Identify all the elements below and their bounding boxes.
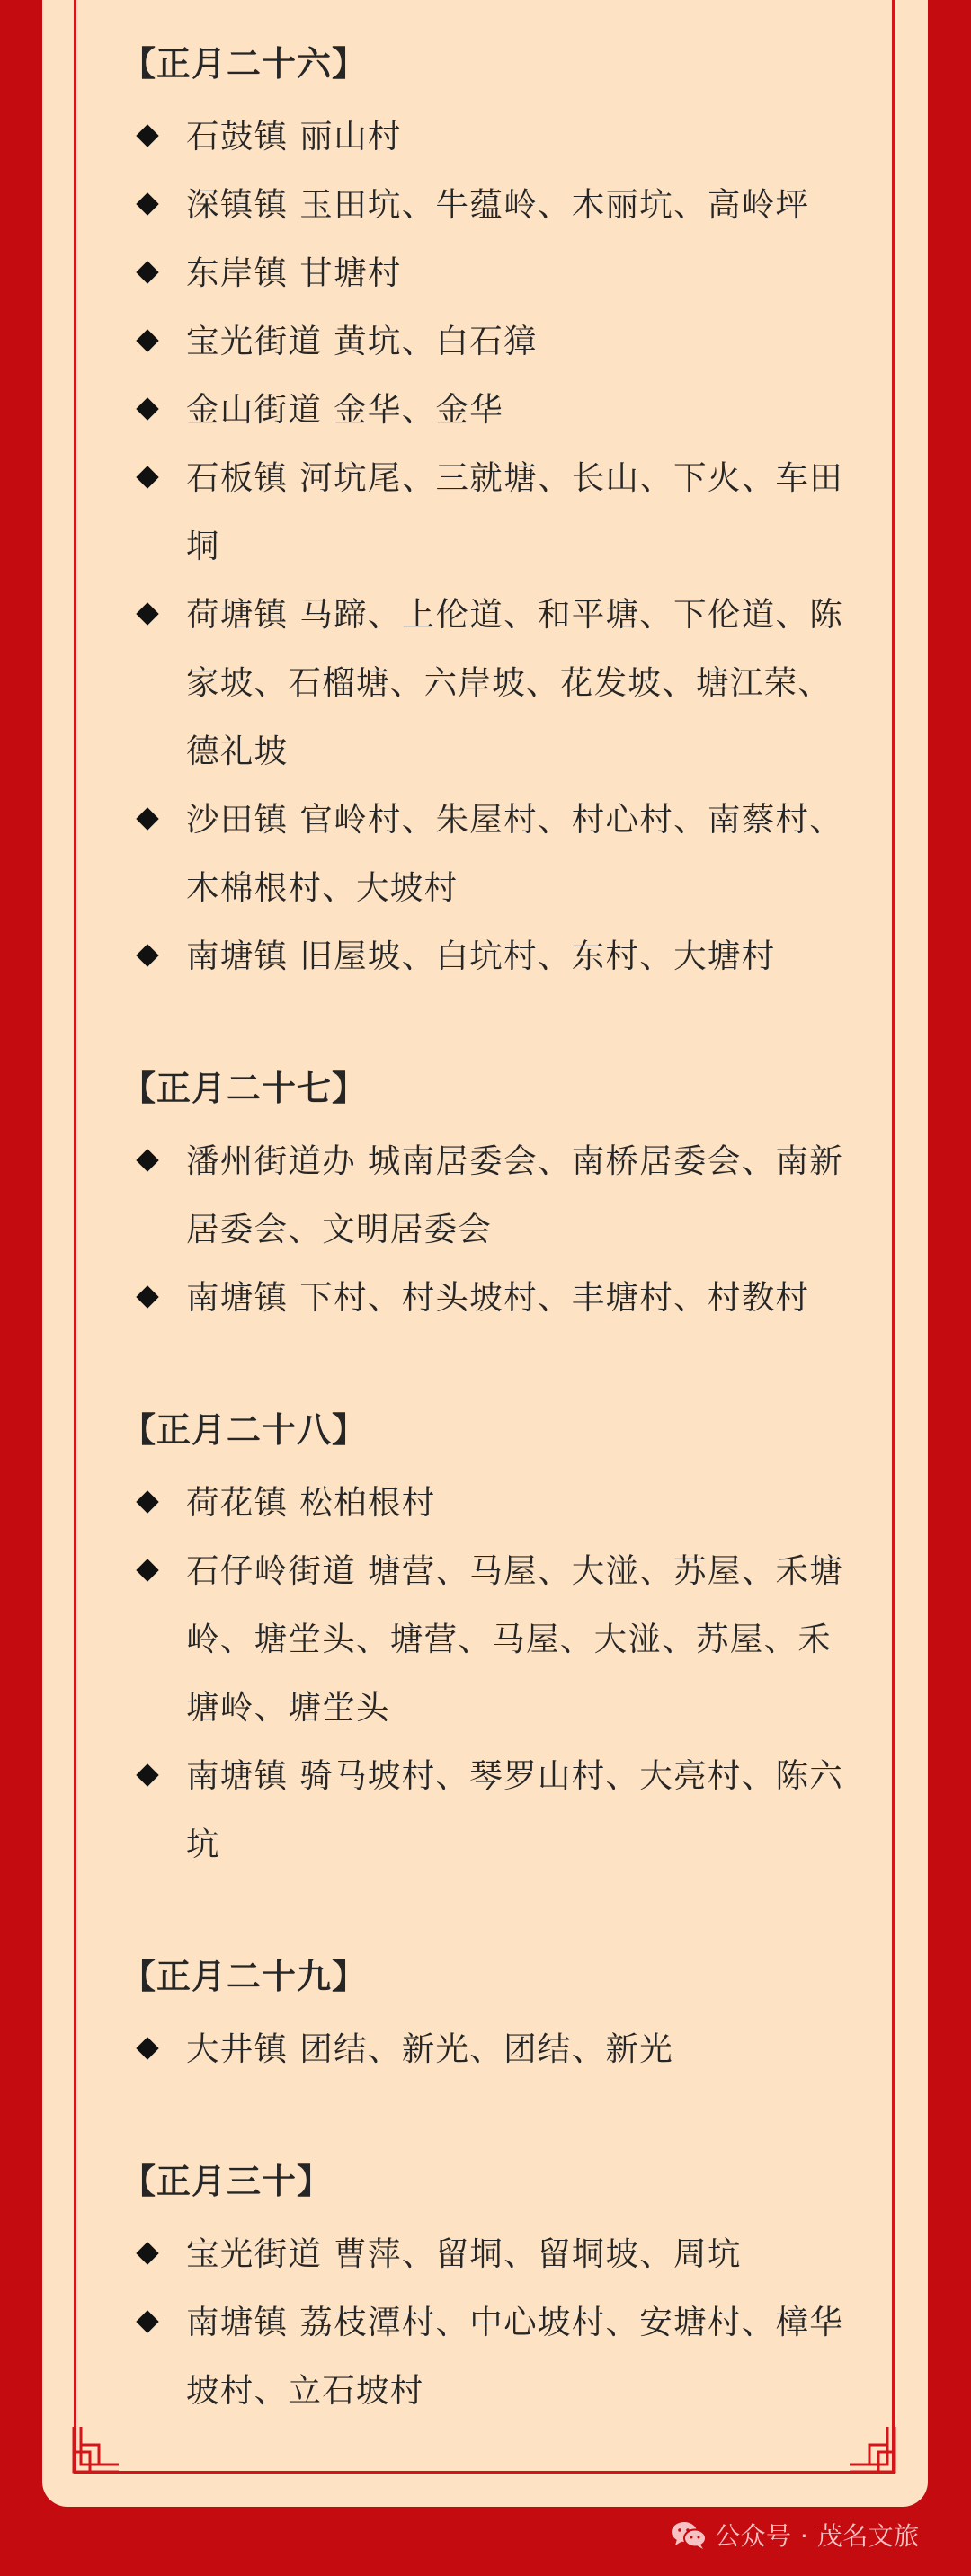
account-watermark bbox=[670, 2515, 920, 2554]
section-title: 【正月二十八】 bbox=[121, 1410, 368, 1450]
schedule-section bbox=[121, 2152, 859, 2425]
list-item bbox=[130, 307, 859, 376]
list-item bbox=[130, 581, 859, 786]
list-item bbox=[130, 922, 859, 990]
item-text: 石板镇 河坑尾、三就塘、长山、下火、车田垌 bbox=[186, 458, 844, 565]
section-title: 【正月二十九】 bbox=[121, 1957, 368, 1996]
diamond-bullet-icon bbox=[136, 192, 158, 215]
item-text: 深镇镇 玉田坑、牛蕴岭、木丽坑、高岭坪 bbox=[186, 185, 810, 224]
list-item bbox=[130, 2288, 859, 2425]
list-item bbox=[130, 1742, 859, 1879]
item-text: 沙田镇 官岭村、朱屋村、村心村、南蔡村、木棉根村、大坡村 bbox=[186, 800, 844, 907]
item-text: 石仔岭街道 塘营、马屋、大湴、苏屋、禾塘岭、塘坣头、塘营、马屋、大湴、苏屋、禾塘岭、塘坣头 bbox=[186, 1551, 844, 1727]
item-text: 南塘镇 骑马坡村、琴罗山村、大亮村、陈六坑 bbox=[186, 1756, 844, 1863]
item-text: 荷塘镇 马蹄、上伦道、和平塘、下伦道、陈家坡、石榴塘、六岸坡、花发坡、塘江荣、德礼坡 bbox=[186, 595, 844, 770]
list-item bbox=[130, 2220, 859, 2288]
item-text: 宝光街道 黄坑、白石獐 bbox=[186, 322, 538, 360]
list-item bbox=[130, 1127, 859, 1264]
diamond-bullet-icon bbox=[136, 1763, 158, 1786]
item-text: 南塘镇 荔枝潭村、中心坡村、安塘村、樟华坡村、立石坡村 bbox=[186, 2303, 844, 2410]
list-item bbox=[130, 376, 859, 444]
item-text: 南塘镇 旧屋坡、白坑村、东村、大塘村 bbox=[186, 937, 776, 975]
list-item bbox=[130, 786, 859, 922]
diamond-bullet-icon bbox=[136, 602, 158, 625]
diamond-bullet-icon bbox=[136, 124, 158, 147]
diamond-bullet-icon bbox=[136, 1490, 158, 1513]
diamond-bullet-icon bbox=[136, 261, 158, 283]
item-text: 东岸镇 甘塘村 bbox=[186, 253, 402, 292]
schedule-section bbox=[121, 1947, 859, 2083]
item-text: 荷花镇 松柏根村 bbox=[186, 1483, 436, 1522]
section-title: 【正月三十】 bbox=[121, 2162, 333, 2201]
wechat-icon bbox=[670, 2519, 708, 2550]
diamond-bullet-icon bbox=[136, 466, 158, 488]
list-item bbox=[130, 444, 859, 581]
item-text: 南塘镇 下村、村头坡村、丰塘村、村教村 bbox=[186, 1278, 810, 1317]
list-item bbox=[130, 2015, 859, 2083]
diamond-bullet-icon bbox=[136, 1149, 158, 1171]
schedule-section bbox=[121, 1059, 859, 1332]
diamond-bullet-icon bbox=[136, 2310, 158, 2332]
diamond-bullet-icon bbox=[136, 2242, 158, 2264]
diamond-bullet-icon bbox=[136, 1285, 158, 1308]
diamond-bullet-icon bbox=[136, 397, 158, 420]
item-text: 金山街道 金华、金华 bbox=[186, 390, 504, 429]
schedule-section bbox=[121, 1400, 859, 1879]
diamond-bullet-icon bbox=[136, 944, 158, 966]
item-text: 宝光街道 曹萍、留垌、留垌坡、周坑 bbox=[186, 2234, 742, 2273]
schedule-list bbox=[121, 34, 859, 2493]
section-title: 【正月二十七】 bbox=[121, 1069, 368, 1108]
diamond-bullet-icon bbox=[136, 2037, 158, 2059]
list-item bbox=[130, 102, 859, 171]
item-text: 大井镇 团结、新光、团结、新光 bbox=[186, 2030, 674, 2068]
corner-ornament-icon bbox=[72, 2425, 120, 2474]
item-text: 石鼓镇 丽山村 bbox=[186, 117, 402, 155]
section-title: 【正月二十六】 bbox=[121, 44, 368, 84]
diamond-bullet-icon bbox=[136, 329, 158, 351]
diamond-bullet-icon bbox=[136, 807, 158, 830]
list-item bbox=[130, 1264, 859, 1332]
watermark-text: 公众号 · 茂名文旅 bbox=[715, 2521, 920, 2551]
list-item bbox=[130, 171, 859, 239]
diamond-bullet-icon bbox=[136, 1559, 158, 1581]
list-item bbox=[130, 239, 859, 307]
list-item bbox=[130, 1537, 859, 1742]
item-text: 潘州街道办 城南居委会、南桥居委会、南新居委会、文明居委会 bbox=[186, 1141, 844, 1248]
schedule-section bbox=[121, 34, 859, 990]
list-item bbox=[130, 1469, 859, 1537]
